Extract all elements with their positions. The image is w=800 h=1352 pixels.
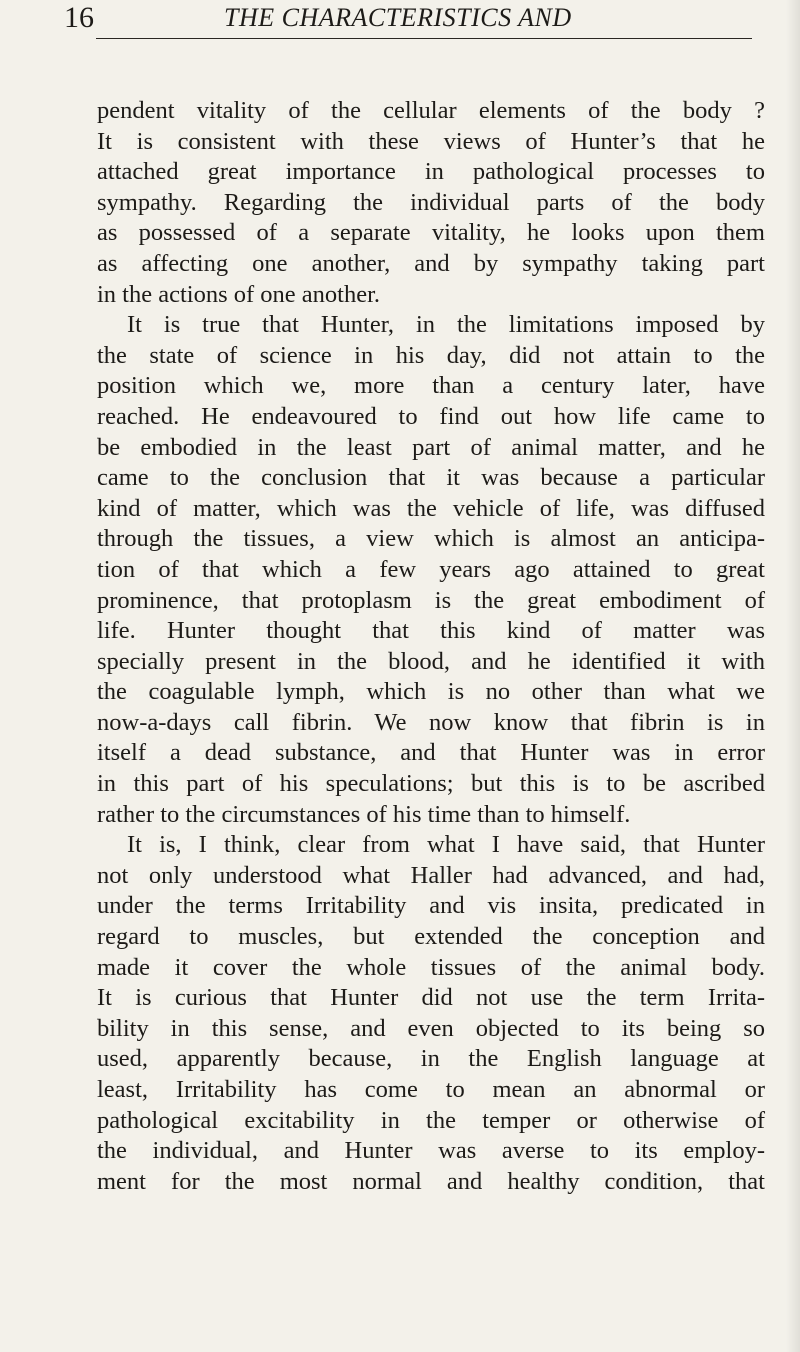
text-line: not only understood what Haller had advanced, and had, — [97, 861, 765, 889]
text-line: now-a-days call fibrin. We now know that fibrin is in — [97, 708, 765, 736]
text-line: position which we, more than a century later, have — [97, 372, 765, 400]
text-line: reached. He endeavoured to find out how life came to — [97, 402, 765, 430]
text-line: the state of science in his day, did not attain to the — [97, 341, 765, 369]
text-line: It is consistent with these views of Hunter’s that he — [97, 127, 765, 155]
text-line: tion of that which a few years ago attained to great — [97, 555, 765, 583]
text-line: regard to muscles, but extended the conception and — [97, 923, 765, 951]
text-line: came to the conclusion that it was because a particular — [97, 464, 765, 492]
text-line: used, apparently because, in the English language at — [97, 1045, 765, 1073]
page-header — [64, 0, 754, 34]
text-line: It is, I think, clear from what I have said, that Hunter — [127, 831, 765, 859]
text-line: It is curious that Hunter did not use the term Irrita- — [97, 984, 765, 1012]
text-line: specially present in the blood, and he identified it with — [97, 647, 765, 675]
body-text — [97, 96, 765, 1197]
text-line: least, Irritability has come to mean an abnormal or — [97, 1076, 765, 1103]
text-line: prominence, that protoplasm is the great embodiment of — [97, 586, 765, 614]
text-line: ment for the most normal and healthy condition, that — [97, 1167, 765, 1195]
page-edge-shadow — [786, 0, 800, 1352]
text-line: the individual, and Hunter was averse to its employ- — [97, 1137, 765, 1165]
text-line: be embodied in the least part of animal matter, and he — [97, 433, 765, 461]
text-line: kind of matter, which was the vehicle of life, was diffused — [97, 494, 765, 522]
text-line: in the actions of one another. — [97, 280, 381, 308]
text-line: as affecting one another, and by sympathy taking part — [97, 249, 765, 277]
text-line: attached great importance in pathological processes to — [97, 158, 765, 186]
text-line: pendent vitality of the cellular elements of the body ? — [97, 97, 765, 124]
text-line: life. Hunter thought that this kind of matter was — [97, 617, 765, 645]
text-line: as possessed of a separate vitality, he looks upon them — [97, 219, 765, 247]
text-line: pathological excitability in the temper or otherwise of — [97, 1106, 765, 1134]
text-line: the coagulable lymph, which is no other than what we — [97, 678, 765, 706]
text-line: through the tissues, a view which is almost an anticipa- — [97, 525, 765, 553]
text-line: rather to the circumstances of his time than to himself. — [97, 800, 631, 828]
text-line: It is true that Hunter, in the limitations imposed by — [127, 311, 765, 339]
text-line: in this part of his speculations; but this is to be ascribed — [97, 770, 765, 798]
text-line: bility in this sense, and even objected to its being so — [97, 1014, 765, 1042]
text-line: itself a dead substance, and that Hunter was in error — [97, 739, 765, 767]
page-number: 16 — [64, 1, 94, 34]
text-line: under the terms Irritability and vis insita, predicated in — [97, 892, 765, 920]
text-line: sympathy. Regarding the individual parts of the body — [97, 188, 765, 216]
header-rule — [96, 38, 752, 39]
running-title: THE CHARACTERISTICS AND — [224, 3, 572, 32]
text-line: made it cover the whole tissues of the animal body. — [97, 953, 765, 981]
